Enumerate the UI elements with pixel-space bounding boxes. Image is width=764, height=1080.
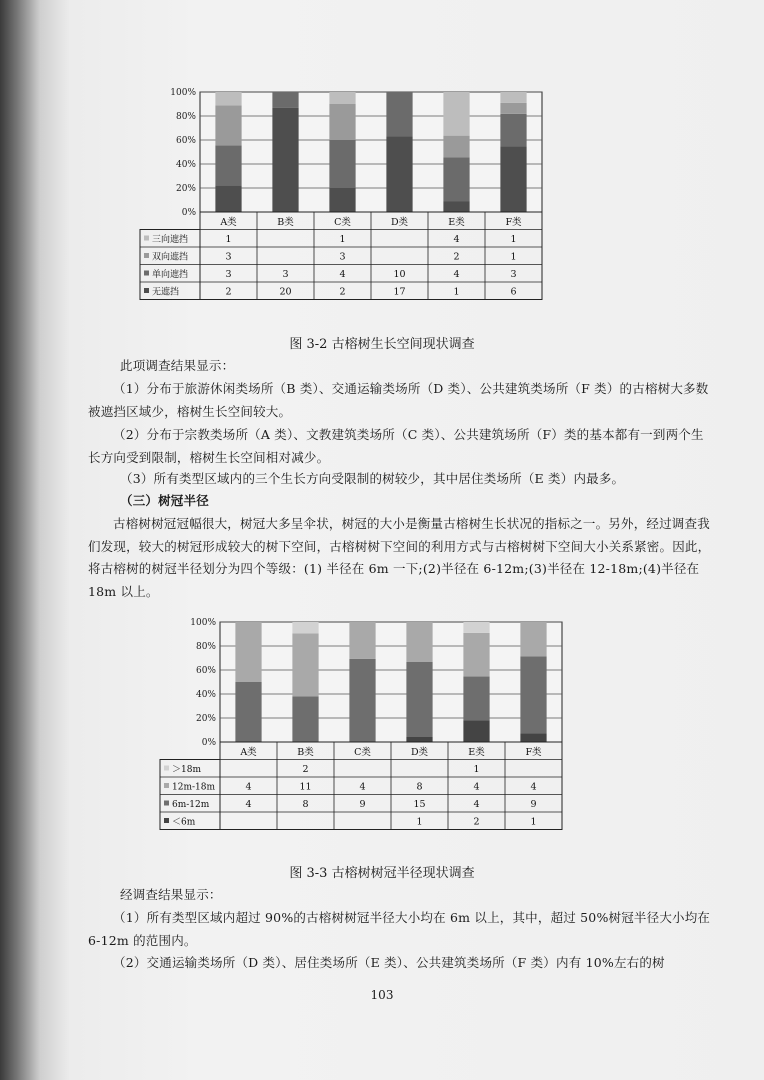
chart2-bar-E类-6m-12m: [463, 677, 489, 721]
chart1-y-tick-label: 100%: [170, 88, 196, 98]
chart2-category-label: A类: [240, 747, 257, 758]
chart1-cell-value: 17: [393, 286, 406, 298]
chart1-legend-swatch: [144, 288, 149, 293]
chart2-y-tick-label: 20%: [195, 714, 216, 724]
chart2-cell-value: 2: [473, 816, 480, 828]
chart2-cell-value: 4: [530, 781, 537, 793]
chart1-legend-label: 双向遮挡: [152, 252, 189, 263]
chart1-y-tick-label: 60%: [175, 136, 196, 146]
chart1-bar-F类-双向遮挡: [500, 103, 526, 114]
paragraph-result-intro: 此项调查结果显示：: [120, 358, 235, 373]
chart1-bar-C类-双向遮挡: [329, 104, 355, 140]
chart2-cell-value: 9: [359, 799, 366, 810]
chart2-legend-swatch: [164, 801, 169, 806]
chart1-cell-value: 3: [510, 269, 517, 280]
page-number: 103: [370, 988, 394, 1002]
chart1-bar-A类-三向遮挡: [215, 92, 241, 105]
chart2-legend-label: ＞18m: [172, 765, 201, 775]
chart2-cell-value: 4: [245, 781, 252, 793]
chart1-y-tick-label: 0%: [181, 208, 196, 218]
chart1-bar-E类-三向遮挡: [443, 92, 469, 136]
chart2-bar-C类-6m-12m: [349, 659, 375, 742]
chart1-cell-value: 2: [339, 286, 346, 298]
chart2-y-tick-label: 80%: [195, 642, 216, 652]
chart1-cell-value: 3: [282, 269, 289, 280]
chart1-cell-value: 10: [393, 269, 406, 280]
chart2-bar-F类-12m-18m: [520, 622, 546, 656]
chart2-bar-D类-6m-12m: [406, 662, 432, 737]
chart2-cell-value: 4: [473, 799, 480, 810]
chart1-bar-E类-单向遮挡: [443, 157, 469, 201]
chart1-cell-value: 3: [225, 251, 232, 263]
paragraph-result-intro-2: 经调查结果显示：: [120, 887, 222, 902]
chart1-category-label: B类: [277, 217, 294, 228]
chart1-cell-value: 1: [510, 234, 517, 245]
chart1-bar-F类-无遮挡: [500, 147, 526, 212]
chart2-cell-value: 4: [473, 781, 480, 793]
chart1-category-label: C类: [334, 217, 351, 228]
chart2-cell-value: 1: [530, 816, 537, 828]
chart2-category-label: C类: [354, 747, 371, 758]
chart1-category-label: F类: [505, 217, 522, 228]
chart1-legend-swatch: [144, 253, 149, 258]
chart1-legend-swatch: [144, 236, 149, 241]
chart2-legend-label: 6m-12m: [172, 800, 210, 810]
chart1-bar-B类-无遮挡: [272, 108, 298, 212]
chart2-legend-label: ＜6m: [172, 817, 196, 828]
chart2-bar-A类-12m-18m: [235, 622, 261, 682]
chart1-legend-swatch: [144, 271, 149, 276]
chart1-legend-label: 单向遮挡: [152, 270, 189, 280]
chart1-cell-value: 1: [225, 234, 232, 245]
chart2-category-label: E类: [468, 747, 485, 758]
chart1-bar-E类-无遮挡: [443, 201, 469, 212]
chart2-y-tick-label: 60%: [195, 666, 216, 676]
paragraph-crown-finding-1: （1）所有类型区域内超过 90%的古榕树树冠半径大小均在 6m 以上，其中，超过 50%树冠半径大小均在 6-12m 的范围内。: [88, 910, 711, 948]
chart1-cell-value: 4: [453, 234, 460, 245]
paragraph-finding-2: （2）分布于宗教类场所（A 类）、文教建筑类场所（C 类）、公共建筑场所（F）类的基本都有一到两个生长方向受到限制，榕树生长空间相对减少。: [88, 427, 704, 465]
chart2-cell-value: 1: [416, 816, 423, 828]
chart1-bar-A类-双向遮挡: [215, 105, 241, 145]
section-heading-crown-radius: （三）树冠半径: [120, 493, 209, 508]
chart2-category-label: F类: [525, 747, 542, 758]
chart1-bar-D类-单向遮挡: [386, 92, 412, 136]
chart2-cell-value: 1: [473, 764, 480, 775]
chart-crown-radius: [130, 612, 570, 860]
chart2-bar-E类-＞18m: [463, 622, 489, 633]
chart2-legend-label: 12m-18m: [172, 782, 216, 793]
paragraph-finding-1: （1）分布于旅游休闲类场所（B 类）、交通运输类场所（D 类）、公共建筑类场所（F 类）的古榕树大多数被遮挡区域少，榕树生长空间较大。: [88, 381, 709, 419]
chart2-cell-value: 2: [302, 764, 309, 775]
chart-growth-space-caption: 图 3-2 古榕树生长空间现状调查: [289, 337, 475, 352]
chart2-bar-D类-＜6m: [406, 737, 432, 742]
chart2-bar-A类-6m-12m: [235, 682, 261, 742]
chart2-plot-area: [220, 622, 562, 742]
chart-growth-space: [110, 82, 550, 330]
chart2-bar-B类-＞18m: [292, 622, 318, 633]
chart1-bar-C类-三向遮挡: [329, 92, 355, 104]
chart2-cell-value: 15: [413, 799, 426, 810]
chart1-cell-value: 1: [339, 234, 346, 245]
chart1-bar-C类-无遮挡: [329, 188, 355, 212]
chart1-category-label: D类: [390, 217, 409, 228]
chart-growth-space-svg: [110, 82, 550, 330]
chart1-cell-value: 6: [510, 286, 517, 298]
chart1-bar-D类-无遮挡: [386, 136, 412, 212]
chart1-y-tick-label: 20%: [175, 184, 196, 194]
chart1-bar-B类-单向遮挡: [272, 92, 298, 108]
chart1-cell-value: 4: [453, 269, 460, 280]
chart2-y-tick-label: 0%: [201, 738, 216, 748]
chart1-plot-area: [200, 92, 542, 212]
chart2-cell-value: 8: [416, 781, 423, 793]
paragraph-crown-finding-2: （2）交通运输类场所（D 类）、居住类场所（E 类）、公共建筑类场所（F 类）内有 10%左右的树: [113, 955, 665, 970]
chart-crown-radius-caption: 图 3-3 古榕树树冠半径现状调查: [289, 866, 475, 881]
chart2-bar-F类-＜6m: [520, 733, 546, 742]
chart1-bar-E类-双向遮挡: [443, 136, 469, 158]
chart1-y-tick-label: 80%: [175, 112, 196, 122]
chart1-bar-A类-单向遮挡: [215, 145, 241, 185]
chart2-bar-B类-12m-18m: [292, 633, 318, 696]
chart2-cell-value: 11: [299, 781, 312, 793]
chart2-legend-swatch: [164, 783, 169, 788]
chart1-category-label: A类: [220, 217, 237, 228]
chart2-y-tick-label: 100%: [190, 618, 216, 628]
chart1-cell-value: 3: [225, 269, 232, 280]
chart2-cell-value: 9: [530, 799, 537, 810]
chart1-cell-value: 1: [510, 251, 517, 263]
chart-crown-radius-svg: [130, 612, 570, 860]
chart2-bar-E类-12m-18m: [463, 633, 489, 677]
chart1-bar-F类-三向遮挡: [500, 92, 526, 103]
chart2-bar-F类-6m-12m: [520, 656, 546, 733]
chart1-category-label: E类: [448, 217, 465, 228]
chart1-legend-label: 无遮挡: [152, 287, 180, 298]
chart2-legend-swatch: [164, 766, 169, 771]
chart1-y-tick-label: 40%: [175, 160, 196, 170]
chart2-category-label: B类: [297, 747, 314, 758]
chart1-bar-C类-单向遮挡: [329, 140, 355, 188]
chart2-legend-swatch: [164, 818, 169, 823]
chart1-legend-label: 三向遮挡: [152, 235, 189, 245]
chart1-cell-value: 2: [225, 286, 232, 298]
chart2-category-label: D类: [410, 747, 429, 758]
chart2-y-tick-label: 40%: [195, 690, 216, 700]
chart2-bar-E类-＜6m: [463, 720, 489, 742]
chart1-cell-value: 4: [339, 269, 346, 280]
chart1-bar-A类-无遮挡: [215, 185, 241, 212]
chart1-bar-F类-单向遮挡: [500, 114, 526, 147]
chart1-cell-value: 2: [453, 251, 460, 263]
paragraph-crown-radius: 古榕树树冠冠幅很大，树冠大多呈伞状，树冠的大小是衡量古榕树生长状况的指标之一。另外，经过调查我们发现，较大的树冠形成较大的树下空间，古榕树树下空间的利用方式与古榕树树下空间大小关系紧密。因此，将古榕树的树冠半径划分为四个等级：(1) 半径在 6m 一下;(2)半径在 6-12m;(3)半径在 12-18m;(4)半径在 18m 以上。: [88, 516, 711, 599]
chart2-cell-value: 4: [359, 781, 366, 793]
chart2-cell-value: 8: [302, 799, 309, 810]
chart2-bar-D类-12m-18m: [406, 622, 432, 662]
chart1-cell-value: 1: [453, 286, 460, 298]
chart2-bar-C类-12m-18m: [349, 622, 375, 659]
chart2-cell-value: 4: [245, 799, 252, 810]
chart1-cell-value: 20: [279, 286, 292, 298]
chart2-bar-B类-6m-12m: [292, 696, 318, 742]
paragraph-finding-3: （3）所有类型区域内的三个生长方向受限制的树较少，其中居住类场所（E 类）内最多。: [120, 471, 625, 486]
chart1-cell-value: 3: [339, 251, 346, 263]
